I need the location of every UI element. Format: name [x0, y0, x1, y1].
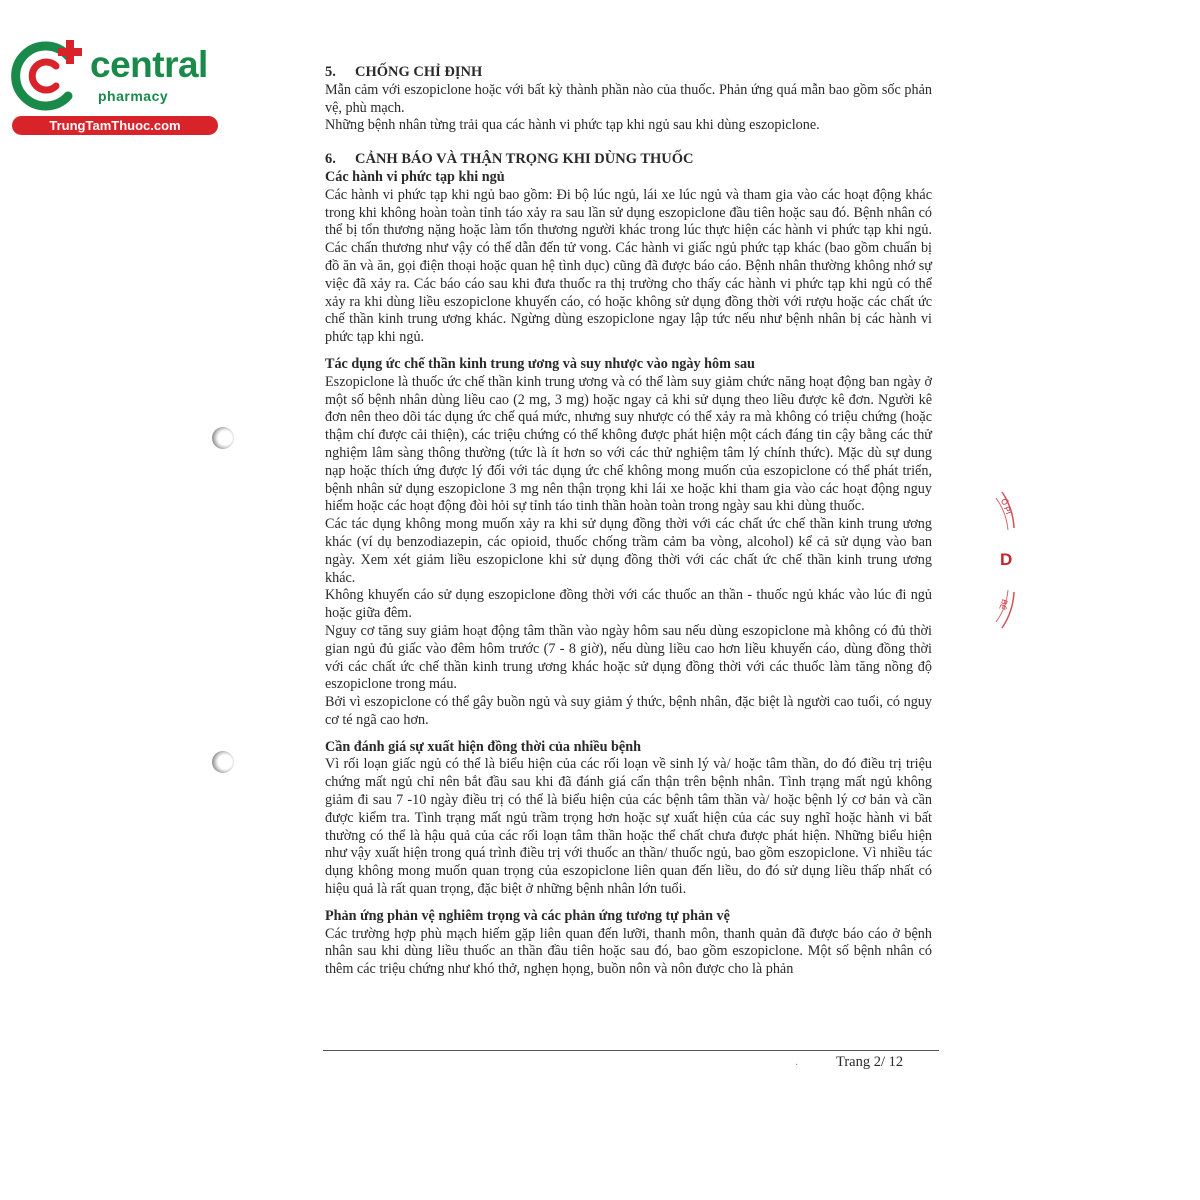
page-number: Trang 2/ 12: [836, 1054, 904, 1070]
subsection-cns-depression-title: Tác dụng ức chế thần kinh trung ương và suy nhược vào ngày hôm sau: [325, 355, 755, 372]
section-6-title: CẢNH BÁO VÀ THẬN TRỌNG KHI DÙNG THUỐC: [355, 151, 694, 168]
hole-punch-bottom: [212, 751, 234, 773]
subsection-paragraph: Eszopiclone là thuốc ức chế thần kinh trung ương và có thể làm suy giảm chức năng hoạt động ban ngày ở một số bệnh nhân dùng liều cao (2 mg, 3 mg) hoặc ngay cả khi sử dụng theo liều được kê đơn. Người kê đơn nên theo dõi tác dụng ức chế quá mức, nhưng suy nhược có thể xảy ra mà không có triệu chứng (hoặc thậm chí được cải thiện), các triệu chứng có thể không được phát hiện một cách đáng tin cậy bằng các thử nghiệm lâm sàng thông thường (tức là ít hơn so với các thử nghiệm tâm lý chính thức). Mặc dù sự dung nạp hoặc thích ứng được lý đối với tác dụng ức chế không mong muốn của eszopiclone có thể phát triển, bệnh nhân sử dụng eszopiclone 3 mg nên thận trọng khi lái xe hoặc khi tham gia vào các hoạt động nguy hiểm hoặc các hoạt động đòi hỏi sự tỉnh táo tinh thần hoàn toàn trong ngày sau khi dùng thuốc.: [325, 373, 932, 515]
section-5-title: CHỐNG CHỈ ĐỊNH: [355, 64, 483, 80]
stamp-fragment-bottom: BÊ: [997, 597, 1010, 612]
footer-dot: ·: [795, 1060, 799, 1071]
section-5-paragraph: Những bệnh nhân từng trải qua các hành vi phức tạp khi ngủ sau khi dùng eszopiclone.: [325, 117, 820, 134]
subsection-complex-sleep-behaviors-title: Các hành vi phức tạp khi ngủ: [325, 168, 505, 185]
section-6-number: 6.: [325, 151, 336, 168]
document-body: [325, 64, 932, 979]
subsection-paragraph: Không khuyến cáo sử dụng eszopiclone đồng thời với các thuốc an thần - thuốc ngủ khác vào lúc đi ngủ hoặc giữa đêm.: [325, 587, 932, 622]
logo-name: central: [90, 44, 208, 85]
subsection-paragraph: Nguy cơ tăng suy giảm hoạt động tâm thần vào ngày hôm sau nếu dùng eszopiclone mà không có đủ thời gian ngủ đủ giấc vào đêm hôm trước (7 - 8 giờ), nếu dùng liều cao hơn liều khuyến cáo, dùng đồng thời với các chất ức chế thần kinh trung ương khác hoặc sử dụng đồng thời với các thuốc làm tăng nồng độ eszopiclone trong máu.: [325, 622, 932, 693]
section-5-paragraph: Mẫn cảm với eszopiclone hoặc với bất kỳ thành phần nào của thuốc. Phản ứng quá mẫn bao gồm sốc phản vệ, phù mạch.: [325, 81, 932, 116]
subsection-paragraph: Vì rối loạn giấc ngủ có thể là biểu hiện của các rối loạn về sinh lý và/ hoặc tâm thần, do đó điều trị triệu chứng mất ngủ chỉ nên bắt đầu sau khi đã đánh giá cẩn thận trên bệnh nhân. Tình trạng mất ngủ không giảm đi sau 7 -10 ngày điều trị có thể là biểu hiện của các bệnh tâm thần và/ hoặc bệnh lý cơ bản và cần được kiểm tra. Tình trạng mất ngủ trầm trọng hơn hoặc sự xuất hiện của các suy nghĩ hoặc hành vi bất thường có thể là hậu quả của các rối loạn tâm thần hoặc thể chất chưa được phát hiện. Những biểu hiện như vậy xuất hiện trong quá trình điều trị với thuốc an thần/ thuốc ngủ, bao gồm eszopiclone. Vì nhiều tác dụng không mong muốn quan trọng của eszopiclone liên quan đến liều, do đó sử dụng liều thấp nhất có hiệu quả là rất quan trọng, đặc biệt ở những bệnh nhân lớn tuổi.: [325, 756, 932, 898]
stamp-fragment-top: Ô PI: [999, 497, 1013, 516]
subsection-paragraph: Các hành vi phức tạp khi ngủ bao gồm: Đi bộ lúc ngủ, lái xe lúc ngủ và tham gia vào các hoạt động khác trong khi không hoàn toàn tỉnh táo xảy ra sau lần sử dụng eszopiclone đầu tiên hoặc sau đó. Bệnh nhân có thể bị tổn thương nặng hoặc làm tổn thương người khác trong lúc thực hiện các hành vi phức tạp khi ngủ. Các chấn thương như vậy có thể dẫn đến tử vong. Các hành vi giấc ngủ phức tạp khác (bao gồm chuẩn bị đồ ăn và ăn, gọi điện thoại hoặc quan hệ tình dục) cũng đã được báo cáo. Bệnh nhân thường không nhớ sự việc đã xảy ra. Các báo cáo sau khi đưa thuốc ra thị trường cho thấy các hành vi phức tạp khi ngủ có thể xảy ra khi dùng liều eszopiclone khuyến cáo, có hoặc không sử dụng đồng thời với rượu hoặc các chất ức chế thần kinh trung ương khác. Ngừng dùng eszopiclone ngay lập tức nếu như bệnh nhân bị các hành vi phức tạp khi ngủ.: [325, 186, 932, 346]
section-6-heading: [325, 151, 932, 169]
hole-punch-top: [212, 427, 234, 449]
logo-subtitle: pharmacy: [98, 88, 169, 104]
stamp-fragment: [992, 488, 1022, 638]
subsection-comorbidity-title: Cần đánh giá sự xuất hiện đồng thời của nhiều bệnh: [325, 738, 641, 755]
pharmacy-cross-icon: [10, 36, 90, 114]
footer-divider: [323, 1050, 939, 1051]
subsection-paragraph: Các tác dụng không mong muốn xảy ra khi sử dụng đồng thời với các chất ức chế thần kinh trung ương khác (ví dụ benzodiazepin, các opioid, thuốc chống trầm cảm ba vòng, alcohol) kể cả sử dụng vào ban ngày. Xem xét giảm liều eszopiclone khi sử dụng đồng thời với các chất ức chế thần kinh trung ương khác.: [325, 516, 932, 586]
stamp-letter: D: [1000, 550, 1013, 569]
subsection-anaphylaxis-title: Phản ứng phản vệ nghiêm trọng và các phản ứng tương tự phản vệ: [325, 907, 730, 924]
subsection-paragraph: Bởi vì eszopiclone có thể gây buồn ngủ và suy giảm ý thức, bệnh nhân, đặc biệt là người cao tuổi, có nguy cơ té ngã cao hơn.: [325, 694, 932, 728]
central-pharmacy-logo: [10, 36, 220, 136]
section-5-number: 5.: [325, 64, 336, 80]
section-5-heading: [325, 64, 932, 82]
logo-url-banner: TrungTamThuoc.com: [12, 116, 218, 135]
subsection-paragraph: Các trường hợp phù mạch hiếm gặp liên quan đến lưỡi, thanh môn, thanh quản đã được báo cáo ở bệnh nhân sau khi dùng liều thuốc an thần đầu tiên hoặc sau đó, bao gồm eszopiclone. Một số bệnh nhân có thêm các triệu chứng như khó thở, nghẹn họng, buồn nôn và nôn được cho là phản: [325, 925, 932, 978]
